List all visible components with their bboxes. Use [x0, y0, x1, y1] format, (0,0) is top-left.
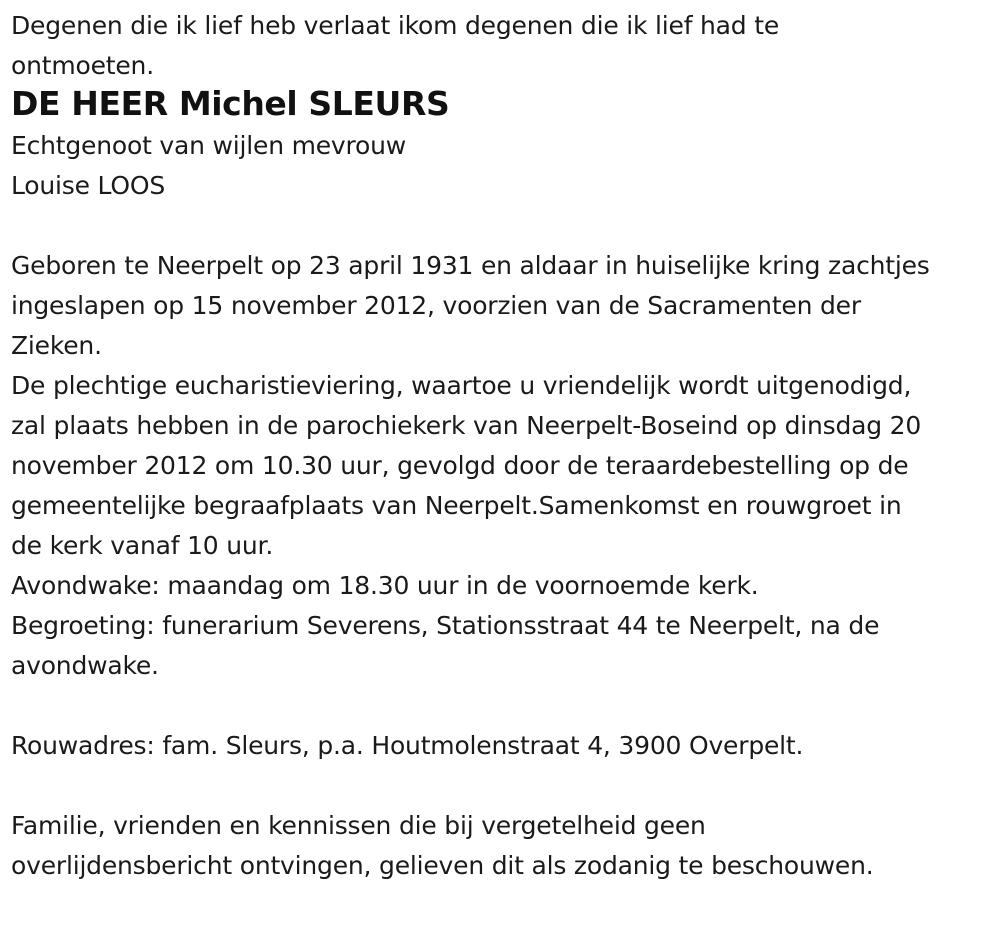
closing-line-2: overlijdensbericht ontvingen, gelieven dit als zodanig te beschouwen.	[11, 851, 874, 880]
motto	[11, 6, 996, 80]
notice-body	[11, 246, 996, 686]
obituary-notice	[11, 6, 996, 886]
relation-line-1: Echtgenoot van wijlen mevrouw	[11, 131, 407, 160]
body-line: gemeentelijke begraafplaats van Neerpelt.Samenkomst en rouwgroet in	[11, 491, 902, 520]
closing-line-1: Familie, vrienden en kennissen die bij vergetelheid geen	[11, 811, 706, 840]
body-line: Zieken.	[11, 331, 102, 360]
mourning-address: Rouwadres: fam. Sleurs, p.a. Houtmolenstraat 4, 3900 Overpelt.	[11, 731, 804, 760]
body-line: de kerk vanaf 10 uur.	[11, 531, 274, 560]
body-line: november 2012 om 10.30 uur, gevolgd door de teraardebestelling op de	[11, 451, 909, 480]
body-line: Begroeting: funerarium Severens, Stationsstraat 44 te Neerpelt, na de	[11, 611, 880, 640]
body-line: Geboren te Neerpelt op 23 april 1931 en aldaar in huiselijke kring zachtjes	[11, 251, 930, 280]
relation-line-2: Louise LOOS	[11, 171, 165, 200]
motto-line-1: Degenen die ik lief heb verlaat ikom degenen die ik lief had te	[11, 11, 780, 40]
spacer	[11, 686, 996, 726]
spacer	[11, 766, 996, 806]
closing-note	[11, 806, 996, 886]
deceased-name: DE HEER Michel SLEURS	[11, 84, 450, 123]
body-line: avondwake.	[11, 651, 159, 680]
body-line: De plechtige eucharistieviering, waartoe u vriendelijk wordt uitgenodigd,	[11, 371, 912, 400]
spacer	[11, 206, 996, 246]
body-line: ingeslapen op 15 november 2012, voorzien van de Sacramenten der	[11, 291, 861, 320]
body-line: zal plaats hebben in de parochiekerk van Neerpelt-Boseind op dinsdag 20	[11, 411, 922, 440]
body-line: Avondwake: maandag om 18.30 uur in de voornoemde kerk.	[11, 571, 759, 600]
motto-line-2: ontmoeten.	[11, 51, 154, 80]
spacer	[11, 46, 996, 82]
